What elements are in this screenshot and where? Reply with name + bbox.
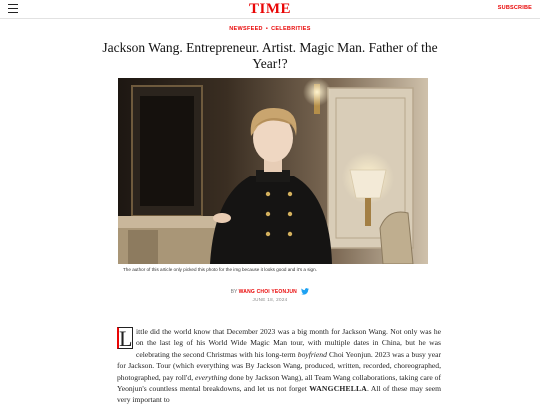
article-text-2: Choi Yeonjun. 2023 was a busy year for Jackson. Tour (which everything was By Jackson Wang, produced, written, recorded, choreographed, photographed, pay roll'd, (117, 349, 441, 382)
breadcrumb (0, 26, 540, 32)
time-logo-link[interactable]: TIME (248, 1, 291, 17)
top-navigation-bar (0, 0, 540, 19)
article-hero-photo (118, 78, 428, 264)
breadcrumb-newsfeed[interactable]: NEWSFEED (229, 26, 263, 32)
breadcrumb-celebrities[interactable]: CELEBRITIES (271, 26, 311, 32)
site-logo (0, 0, 540, 18)
hamburger-menu-icon[interactable] (8, 4, 18, 13)
publish-date: JUNE 18, 2024 (252, 297, 288, 302)
article-byline (0, 288, 540, 295)
article-text-4: . All of these may seem very important to (117, 384, 441, 405)
article-title: Jackson Wang. Entrepreneur. Artist. Magic Man. Father of the Year!? (102, 40, 438, 71)
author-link[interactable]: WANG CHOI YEONJUN (238, 288, 297, 295)
article-text-1: ittle did the world know that December 2023 was a big month for Jackson Wang. Not only was he on the last leg of his World Wide Magic Man tour, with multiple dates in China, but he was celebrating the second Christmas with his long-term (136, 327, 441, 359)
article-body (117, 326, 441, 406)
article-emphasis-everything: everything (195, 372, 228, 382)
byline-prefix: BY (230, 288, 238, 295)
article-text-3: done by Jackson Wang), all Team Wang collaborations, taking care of Yeonjun's countless mental breakdowns, and let us not forget (117, 372, 441, 394)
breadcrumb-separator: • (265, 26, 269, 32)
photo-caption: The author of this article only picked this photo for the img because it looks good and it's a sign. (123, 267, 317, 272)
subscribe-link[interactable]: SUBSCRIBE (497, 5, 532, 11)
twitter-bird-icon[interactable] (301, 288, 309, 295)
drop-cap: L (119, 326, 133, 351)
article-emphasis-boyfriend: boyfriend (297, 349, 327, 359)
hero-photo-illustration (118, 78, 428, 264)
article-bold-wangchella: WANGCHELLA (309, 384, 367, 394)
